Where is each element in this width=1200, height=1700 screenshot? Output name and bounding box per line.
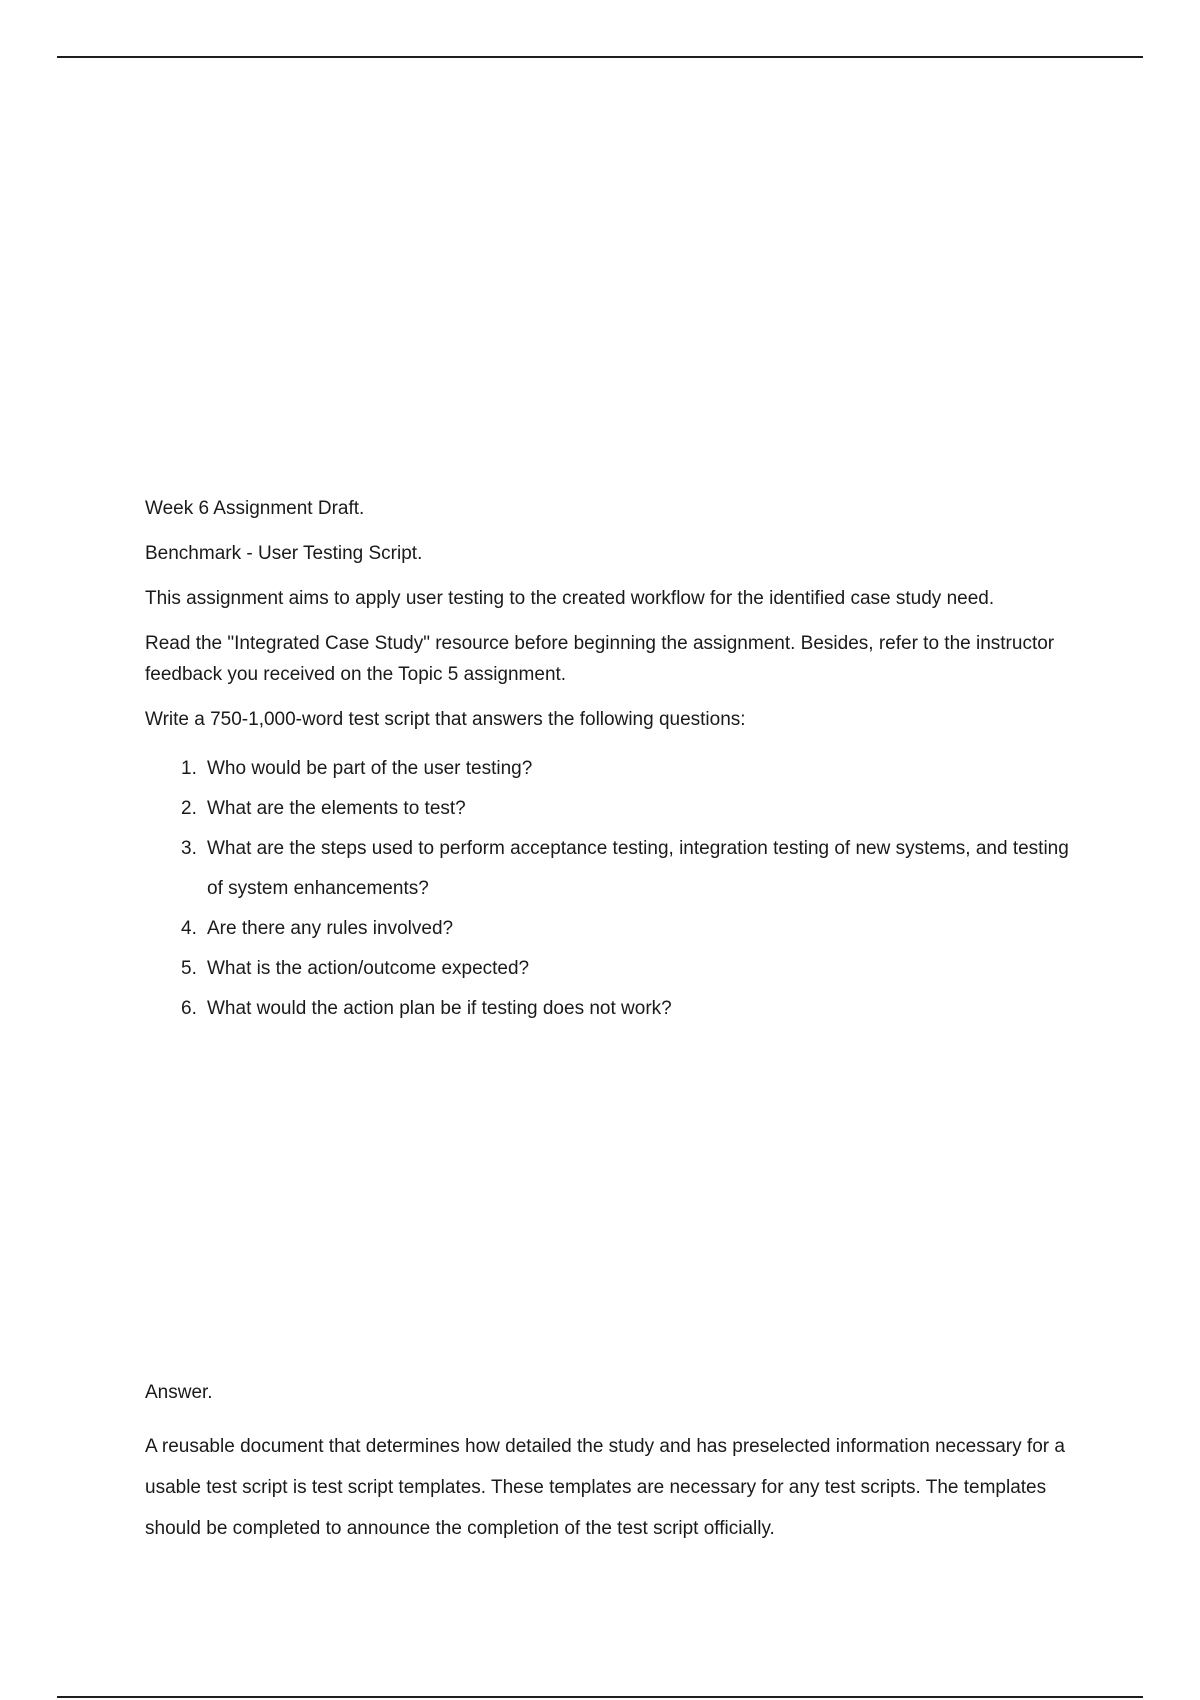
document-title: Week 6 Assignment Draft.: [145, 498, 365, 519]
top-rule: [57, 56, 1143, 58]
list-number: 1.: [181, 758, 197, 779]
list-text: Are there any rules involved?: [207, 918, 454, 939]
assignment-aim: This assignment aims to apply user testing to the created workflow for the identified case study need.: [145, 588, 995, 609]
list-item: [145, 909, 1085, 949]
list-number: 2.: [181, 798, 197, 819]
list-number: 4.: [181, 918, 197, 939]
list-item: [145, 949, 1085, 989]
list-item: [145, 829, 1085, 909]
document-subtitle: Benchmark - User Testing Script.: [145, 543, 423, 564]
list-number: 5.: [181, 958, 197, 979]
list-item: [145, 989, 1085, 1029]
list-text: Who would be part of the user testing?: [207, 758, 533, 779]
document-body: [145, 493, 1085, 1029]
list-text: What are the elements to test?: [207, 798, 466, 819]
list-item: [145, 789, 1085, 829]
answer-section: [145, 1378, 1105, 1549]
answer-heading: Answer.: [145, 1382, 213, 1403]
list-text: What is the action/outcome expected?: [207, 958, 530, 979]
list-text: What would the action plan be if testing does not work?: [207, 998, 672, 1019]
list-number: 6.: [181, 998, 197, 1019]
list-text: What are the steps used to perform acceptance testing, integration testing of new systems, and testing of system enhancements?: [207, 838, 1069, 899]
reading-instructions: Read the "Integrated Case Study" resource before beginning the assignment. Besides, refer to the instructor feedback you received on the Topic 5 assignment.: [145, 633, 1055, 685]
bottom-rule: [57, 1696, 1143, 1698]
list-item: [145, 749, 1085, 789]
list-number: 3.: [181, 838, 197, 859]
question-list: [145, 749, 1085, 1029]
task-instructions: Write a 750-1,000-word test script that answers the following questions:: [145, 709, 746, 730]
answer-paragraph: A reusable document that determines how detailed the study and has preselected information necessary for a usable test script is test script templates. These templates are necessary for any test scripts. The templates should be completed to announce the completion of the test script officially.: [145, 1436, 1065, 1539]
